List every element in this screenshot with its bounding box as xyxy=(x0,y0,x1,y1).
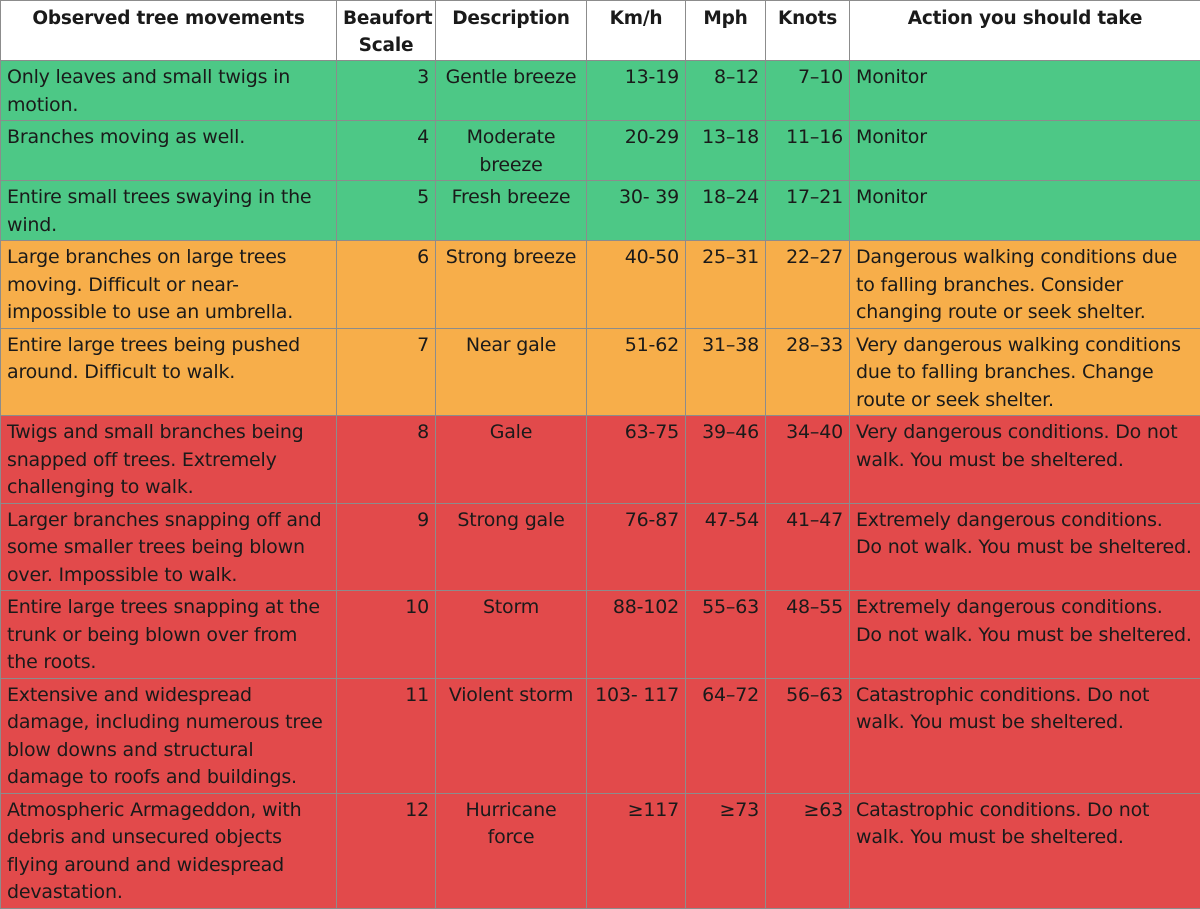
cell-movement: Large branches on large trees moving. Difficult or near-impossible to use an umbrella. xyxy=(1,241,337,329)
header-kmh: Km/h xyxy=(587,1,686,61)
table-row xyxy=(1,591,1200,679)
cell-movement: Only leaves and small twigs in motion. xyxy=(1,61,337,121)
cell-action: Very dangerous conditions. Do not walk. You must be sheltered. xyxy=(850,416,1200,504)
cell-mph: 18–24 xyxy=(686,181,766,241)
cell-kmh: 103- 117 xyxy=(587,678,686,793)
cell-beaufort-scale: 10 xyxy=(337,591,436,679)
cell-knots: 22–27 xyxy=(766,241,850,329)
cell-movement: Extensive and widespread damage, including numerous tree blow downs and structural damage to roofs and buildings. xyxy=(1,678,337,793)
cell-knots: 41–47 xyxy=(766,503,850,591)
table-row xyxy=(1,61,1200,121)
cell-mph: 47-54 xyxy=(686,503,766,591)
table-row xyxy=(1,241,1200,329)
table-row xyxy=(1,328,1200,416)
cell-action: Catastrophic conditions. Do not walk. You must be sheltered. xyxy=(850,678,1200,793)
cell-beaufort-scale: 5 xyxy=(337,181,436,241)
cell-knots: 7–10 xyxy=(766,61,850,121)
table-header xyxy=(1,1,1200,61)
cell-description: Near gale xyxy=(436,328,587,416)
cell-beaufort-scale: 11 xyxy=(337,678,436,793)
cell-description: Violent storm xyxy=(436,678,587,793)
header-mph: Mph xyxy=(686,1,766,61)
cell-kmh: 76-87 xyxy=(587,503,686,591)
table-row xyxy=(1,121,1200,181)
cell-knots: ≥63 xyxy=(766,793,850,908)
cell-mph: ≥73 xyxy=(686,793,766,908)
cell-action: Extremely dangerous conditions. Do not walk. You must be sheltered. xyxy=(850,503,1200,591)
cell-description: Moderate breeze xyxy=(436,121,587,181)
header-observed-movements: Observed tree movements xyxy=(1,1,337,61)
cell-description: Gentle breeze xyxy=(436,61,587,121)
header-action: Action you should take xyxy=(850,1,1200,61)
cell-action: Monitor xyxy=(850,181,1200,241)
cell-action: Catastrophic conditions. Do not walk. You must be sheltered. xyxy=(850,793,1200,908)
cell-movement: Entire small trees swaying in the wind. xyxy=(1,181,337,241)
header-beaufort-scale: Beaufort Scale xyxy=(337,1,436,61)
header-row xyxy=(1,1,1200,61)
cell-beaufort-scale: 8 xyxy=(337,416,436,504)
cell-action: Dangerous walking conditions due to falling branches. Consider changing route or seek shelter. xyxy=(850,241,1200,329)
cell-kmh: ≥117 xyxy=(587,793,686,908)
cell-beaufort-scale: 3 xyxy=(337,61,436,121)
cell-mph: 13–18 xyxy=(686,121,766,181)
cell-description: Storm xyxy=(436,591,587,679)
cell-knots: 56–63 xyxy=(766,678,850,793)
cell-description: Fresh breeze xyxy=(436,181,587,241)
cell-beaufort-scale: 9 xyxy=(337,503,436,591)
cell-action: Monitor xyxy=(850,61,1200,121)
cell-beaufort-scale: 7 xyxy=(337,328,436,416)
cell-kmh: 40-50 xyxy=(587,241,686,329)
cell-kmh: 51-62 xyxy=(587,328,686,416)
cell-movement: Larger branches snapping off and some smaller trees being blown over. Impossible to walk. xyxy=(1,503,337,591)
cell-beaufort-scale: 4 xyxy=(337,121,436,181)
cell-beaufort-scale: 12 xyxy=(337,793,436,908)
cell-action: Extremely dangerous conditions. Do not walk. You must be sheltered. xyxy=(850,591,1200,679)
cell-knots: 34–40 xyxy=(766,416,850,504)
cell-movement: Entire large trees snapping at the trunk or being blown over from the roots. xyxy=(1,591,337,679)
table-row xyxy=(1,793,1200,908)
cell-movement: Entire large trees being pushed around. Difficult to walk. xyxy=(1,328,337,416)
table-row xyxy=(1,678,1200,793)
cell-description: Gale xyxy=(436,416,587,504)
cell-knots: 28–33 xyxy=(766,328,850,416)
header-description: Description xyxy=(436,1,587,61)
cell-kmh: 13-19 xyxy=(587,61,686,121)
cell-kmh: 20-29 xyxy=(587,121,686,181)
table-row xyxy=(1,181,1200,241)
cell-mph: 8–12 xyxy=(686,61,766,121)
cell-mph: 39–46 xyxy=(686,416,766,504)
cell-description: Hurricane force xyxy=(436,793,587,908)
cell-description: Strong gale xyxy=(436,503,587,591)
cell-kmh: 30- 39 xyxy=(587,181,686,241)
cell-beaufort-scale: 6 xyxy=(337,241,436,329)
table-row xyxy=(1,503,1200,591)
cell-mph: 55–63 xyxy=(686,591,766,679)
cell-kmh: 63-75 xyxy=(587,416,686,504)
table-body xyxy=(1,61,1200,909)
cell-movement: Branches moving as well. xyxy=(1,121,337,181)
cell-action: Very dangerous walking conditions due to falling branches. Change route or seek shelter. xyxy=(850,328,1200,416)
cell-mph: 64–72 xyxy=(686,678,766,793)
cell-description: Strong breeze xyxy=(436,241,587,329)
cell-knots: 11–16 xyxy=(766,121,850,181)
cell-knots: 17–21 xyxy=(766,181,850,241)
cell-movement: Twigs and small branches being snapped off trees. Extremely challenging to walk. xyxy=(1,416,337,504)
header-knots: Knots xyxy=(766,1,850,61)
cell-action: Monitor xyxy=(850,121,1200,181)
cell-knots: 48–55 xyxy=(766,591,850,679)
cell-movement: Atmospheric Armageddon, with debris and unsecured objects flying around and widespread devastation. xyxy=(1,793,337,908)
cell-kmh: 88-102 xyxy=(587,591,686,679)
table-row xyxy=(1,416,1200,504)
cell-mph: 25–31 xyxy=(686,241,766,329)
cell-mph: 31–38 xyxy=(686,328,766,416)
